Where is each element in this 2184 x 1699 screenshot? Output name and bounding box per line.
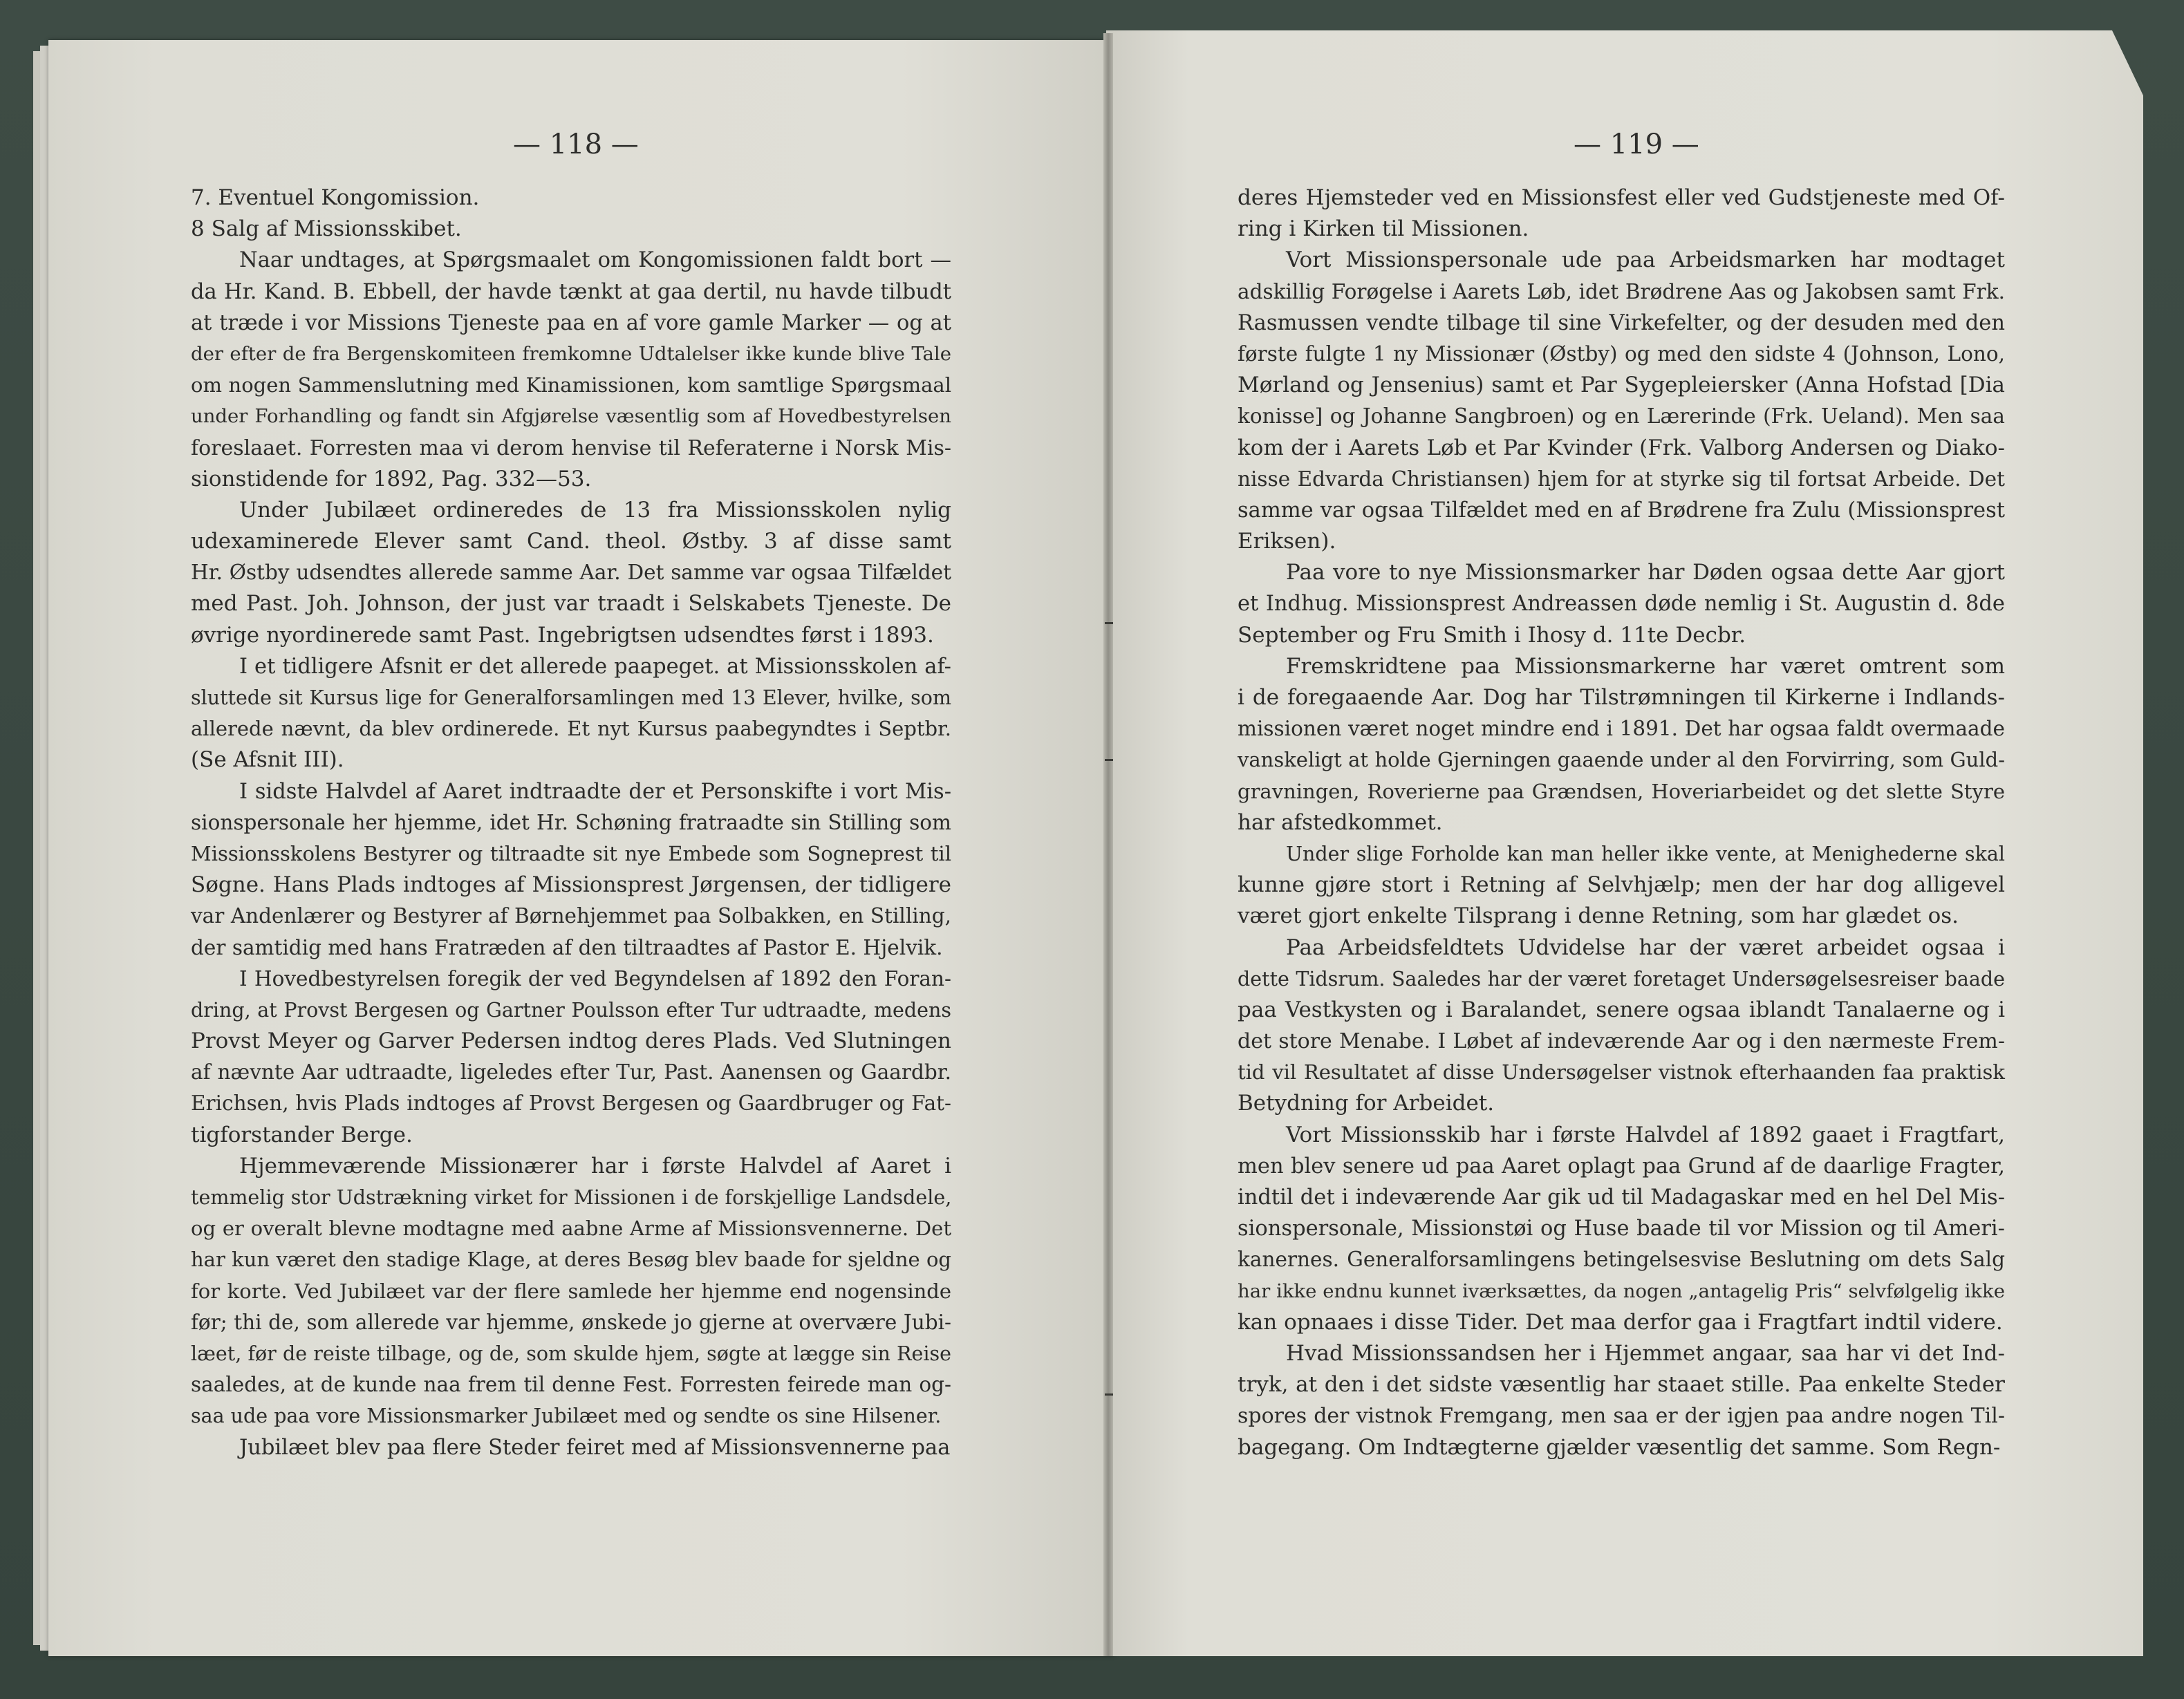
text-line: sionspersonale her hjemme, idet Hr. Schøning fratraadte sin Stilling som bbox=[191, 810, 951, 834]
binding-stitch bbox=[1105, 622, 1113, 624]
text-line: Erichsen, hvis Plads indtoges af Provst Bergesen og Gaardbruger og Fat- bbox=[191, 1091, 951, 1116]
text-line: Rasmussen vendte tilbage til sine Virkefelter, og der desuden med den bbox=[1238, 310, 2005, 335]
text-line: læet, før de reiste tilbage, og de, som skulde hjem, søgte at lægge sin Reise bbox=[191, 1342, 951, 1365]
text-line: dring, at Provst Bergesen og Gartner Poulsson efter Tur udtraadte, medens bbox=[191, 998, 951, 1022]
text-line: Vort Missionspersonale ude paa Arbeidsmarken har modtaget bbox=[1286, 247, 2005, 273]
text-line: I Hovedbestyrelsen foregik der ved Begyndelsen af 1892 den Foran- bbox=[239, 966, 951, 991]
binding-stitch bbox=[1105, 1393, 1113, 1396]
text-line: Provst Meyer og Garver Pedersen indtog deres Plads. Ved Slutningen bbox=[191, 1029, 951, 1054]
text-line: Hjemmeværende Missionærer har i første Halvdel af Aaret i bbox=[239, 1153, 951, 1179]
text-line: Under slige Forholde kan man heller ikke vente, at Menighederne skal bbox=[1286, 842, 2005, 865]
text-line: øvrige nyordinerede samt Past. Ingebrigtsen udsendtes først i 1893. bbox=[191, 622, 934, 648]
text-line: første fulgte 1 ny Missionær (Østby) og med den sidste 4 (Johnson, Lono, bbox=[1238, 341, 2005, 366]
text-line: kan opnaaes i disse Tider. Det maa derfor gaa i Fragtfart indtil videre. bbox=[1238, 1309, 2003, 1335]
text-line: sionstidende for 1892, Pag. 332—53. bbox=[191, 466, 592, 491]
text-line: Vort Missionsskib har i første Halvdel af 1892 gaaet i Fragtfart, bbox=[1286, 1122, 2005, 1147]
text-line: der efter de fra Bergenskomiteen fremkomne Udtalelser ikke kunde blive Tale bbox=[191, 342, 951, 365]
text-line: paa Vestkysten og i Baralandet, senere ogsaa iblandt Tanalaerne og i bbox=[1238, 997, 2005, 1022]
text-line: Hr. Østby udsendtes allerede samme Aar. Det samme var ogsaa Tilfældet bbox=[191, 561, 951, 585]
text-line: kanernes. Generalforsamlingens betingelsesvise Beslutning om dets Salg bbox=[1238, 1248, 2005, 1272]
text-line: 7. Eventuel Kongomission. bbox=[191, 185, 480, 210]
text-line: I sidste Halvdel af Aaret indtraadte der et Personskifte i vort Mis- bbox=[239, 779, 951, 804]
text-line: det store Menabe. I Løbet af indeværende Aar og i den nærmeste Frem- bbox=[1238, 1029, 2005, 1054]
text-line: ring i Kirken til Missionen. bbox=[1238, 216, 1529, 242]
text-line: med Past. Joh. Johnson, der just var traadt i Selskabets Tjeneste. De bbox=[191, 591, 951, 617]
text-line: samme var ogsaa Tilfældet med en af Brødrene fra Zulu (Missionsprest bbox=[1238, 498, 2005, 523]
text-line: Naar undtages, at Spørgsmaalet om Kongomissionen faldt bort — bbox=[239, 248, 951, 273]
text-line: allerede nævnt, da blev ordinerede. Et nyt Kursus paabegyndtes i Septbr. bbox=[191, 717, 951, 741]
text-line: der samtidig med hans Fratræden af den tiltraadtes af Pastor E. Hjelvik. bbox=[191, 935, 943, 959]
left-page-number: — 118 — bbox=[513, 129, 639, 160]
text-line: Betydning for Arbeidet. bbox=[1238, 1091, 1495, 1116]
text-line: kunne gjøre stort i Retning af Selvhjælp; men der har dog alligevel bbox=[1238, 872, 2005, 898]
text-line: under Forhandling og fandt sin Afgjørelse væsentlig som af Hovedbestyrelsen bbox=[191, 405, 951, 428]
right-page-number: — 119 — bbox=[1574, 129, 1699, 160]
text-line: dette Tidsrum. Saaledes har der været foretaget Undersøgelsesreiser baade bbox=[1238, 967, 2005, 991]
text-line: adskillig Forøgelse i Aarets Løb, idet Brødrene Aas og Jakobsen samt Frk. bbox=[1238, 279, 2005, 303]
text-line: i de foregaaende Aar. Dog har Tilstrømningen til Kirkerne i Indlands- bbox=[1238, 685, 2005, 710]
text-line: at træde i vor Missions Tjeneste paa en af vore gamle Marker — og at bbox=[191, 310, 951, 335]
binding-stitch bbox=[1105, 759, 1113, 761]
text-line: Jubilæet blev paa flere Steder feiret med af Missionsvennerne paa bbox=[239, 1435, 951, 1460]
text-line: har ikke endnu kunnet iværksættes, da nogen „antagelig Pris“ selvfølgelig ikke bbox=[1238, 1279, 2005, 1302]
text-line: Missionsskolens Bestyrer og tiltraadte sit nye Embede som Sogneprest til bbox=[191, 841, 951, 865]
text-line: missionen været noget mindre end i 1891. Det har ogsaa faldt overmaade bbox=[1238, 717, 2005, 741]
book-gutter bbox=[1103, 33, 1113, 1656]
text-line: kom der i Aarets Løb et Par Kvinder (Frk. Valborg Andersen og Diako- bbox=[1238, 435, 2005, 460]
text-line: været gjort enkelte Tilsprang i denne Retning, som har glædet os. bbox=[1238, 903, 1959, 929]
text-line: et Indhug. Missionsprest Andreassen døde nemlig i St. Augustin d. 8de bbox=[1238, 592, 2005, 617]
text-line: saa ude paa vore Missionsmarker Jubilæet med og sendte os sine Hilsener. bbox=[191, 1405, 942, 1428]
text-line: tigforstander Berge. bbox=[191, 1122, 413, 1147]
text-line: tryk, at den i det sidste væsentlig har staaet stille. Paa enkelte Steder bbox=[1238, 1372, 2005, 1398]
text-line: bagegang. Om Indtægterne gjælder væsentlig det samme. Som Regn- bbox=[1238, 1434, 2001, 1460]
text-line: konisse] og Johanne Sangbroen) og en Lærerinde (Frk. Ueland). Men saa bbox=[1238, 404, 2005, 429]
text-line: spores der vistnok Fremgang, men saa er der igjen paa andre nogen Til- bbox=[1238, 1404, 2005, 1429]
text-line: Søgne. Hans Plads indtoges af Missionsprest Jørgensen, der tidligere bbox=[191, 872, 951, 898]
text-line: Paa vore to nye Missionsmarker har Døden ogsaa dette Aar gjort bbox=[1286, 560, 2005, 585]
text-line: Eriksen). bbox=[1238, 529, 1336, 554]
text-line: af nævnte Aar udtraadte, ligeledes efter Tur, Past. Aanensen og Gaardbr. bbox=[191, 1060, 951, 1085]
text-line: var Andenlærer og Bestyrer af Børnehjemmet paa Solbakken, en Stilling, bbox=[191, 904, 951, 928]
text-line: temmelig stor Udstrækning virket for Missionen i de forskjellige Landsdele, bbox=[191, 1186, 952, 1209]
text-line: da Hr. Kand. B. Ebbell, der havde tænkt at gaa dertil, nu havde tilbudt bbox=[191, 279, 951, 304]
text-line: I et tidligere Afsnit er det allerede paapeget. at Missionsskolen af- bbox=[239, 654, 951, 679]
text-line: Hvad Missionssandsen her i Hjemmet angaar, saa har vi det Ind- bbox=[1286, 1340, 2005, 1366]
text-line: sionspersonale, Missionstøi og Huse baade til vor Mission og til Ameri- bbox=[1238, 1217, 2005, 1241]
text-line: Under Jubilæet ordineredes de 13 fra Missionsskolen nylig bbox=[239, 497, 951, 523]
text-line: indtil det i indeværende Aar gik ud til Madagaskar med en hel Del Mis- bbox=[1238, 1185, 2005, 1210]
text-line: og er overalt blevne modtagne med aabne Arme af Missionsvennerne. Det bbox=[191, 1217, 951, 1241]
text-line: 8 Salg af Missionsskibet. bbox=[191, 216, 462, 242]
text-line: nisse Edvarda Christiansen) hjem for at styrke sig til fortsat Arbeide. Det bbox=[1238, 467, 2005, 491]
text-line: tid vil Resultatet af disse Undersøgelser vistnok efterhaanden faa praktisk bbox=[1238, 1060, 2005, 1085]
right-page-body bbox=[1238, 182, 2005, 1463]
text-line: har kun været den stadige Klage, at deres Besøg blev baade for sjeldne og bbox=[191, 1248, 951, 1272]
text-line: Mørland og Jensenius) samt et Par Sygepleiersker (Anna Hofstad [Dia bbox=[1238, 373, 2005, 398]
text-line: vanskeligt at holde Gjerningen gaaende under al den Forvirring, som Guld- bbox=[1238, 748, 2005, 772]
text-line: sluttede sit Kursus lige for Generalforsamlingen med 13 Elever, hvilke, som bbox=[191, 686, 951, 709]
text-line: foreslaaet. Forresten maa vi derom henvise til Referaterne i Norsk Mis- bbox=[191, 435, 951, 460]
text-line: før; thi de, som allerede var hjemme, ønskede jo gjerne at overvære Jubi- bbox=[191, 1310, 951, 1334]
left-page-body bbox=[191, 182, 951, 1463]
text-line: om nogen Sammenslutning med Kinamissionen, kom samtlige Spørgsmaal bbox=[191, 373, 951, 397]
text-line: deres Hjemsteder ved en Missionsfest eller ved Gudstjeneste med Of- bbox=[1238, 185, 2005, 210]
text-line: for korte. Ved Jubilæet var der flere samlede her hjemme end nogensinde bbox=[191, 1279, 951, 1303]
text-line: udexaminerede Elever samt Cand. theol. Østby. 3 af disse samt bbox=[191, 529, 951, 554]
text-line: har afstedkommet. bbox=[1238, 809, 1443, 835]
text-line: gravningen, Roverierne paa Grændsen, Hoveriarbeidet og det slette Styre bbox=[1238, 779, 2005, 803]
text-line: Paa Arbeidsfeldtets Udvidelse har der været arbeidet ogsaa i bbox=[1286, 935, 2005, 960]
text-line: September og Fru Smith i Ihosy d. 11te Decbr. bbox=[1238, 622, 1746, 648]
text-line: saaledes, at de kunde naa frem til denne Fest. Forresten feirede man og- bbox=[191, 1373, 951, 1397]
text-line: Fremskridtene paa Missionsmarkerne har været omtrent som bbox=[1286, 653, 2005, 679]
text-line: men blev senere ud paa Aaret oplagt paa Grund af de daarlige Fragter, bbox=[1238, 1154, 2005, 1179]
text-line: (Se Afsnit III). bbox=[191, 747, 344, 773]
